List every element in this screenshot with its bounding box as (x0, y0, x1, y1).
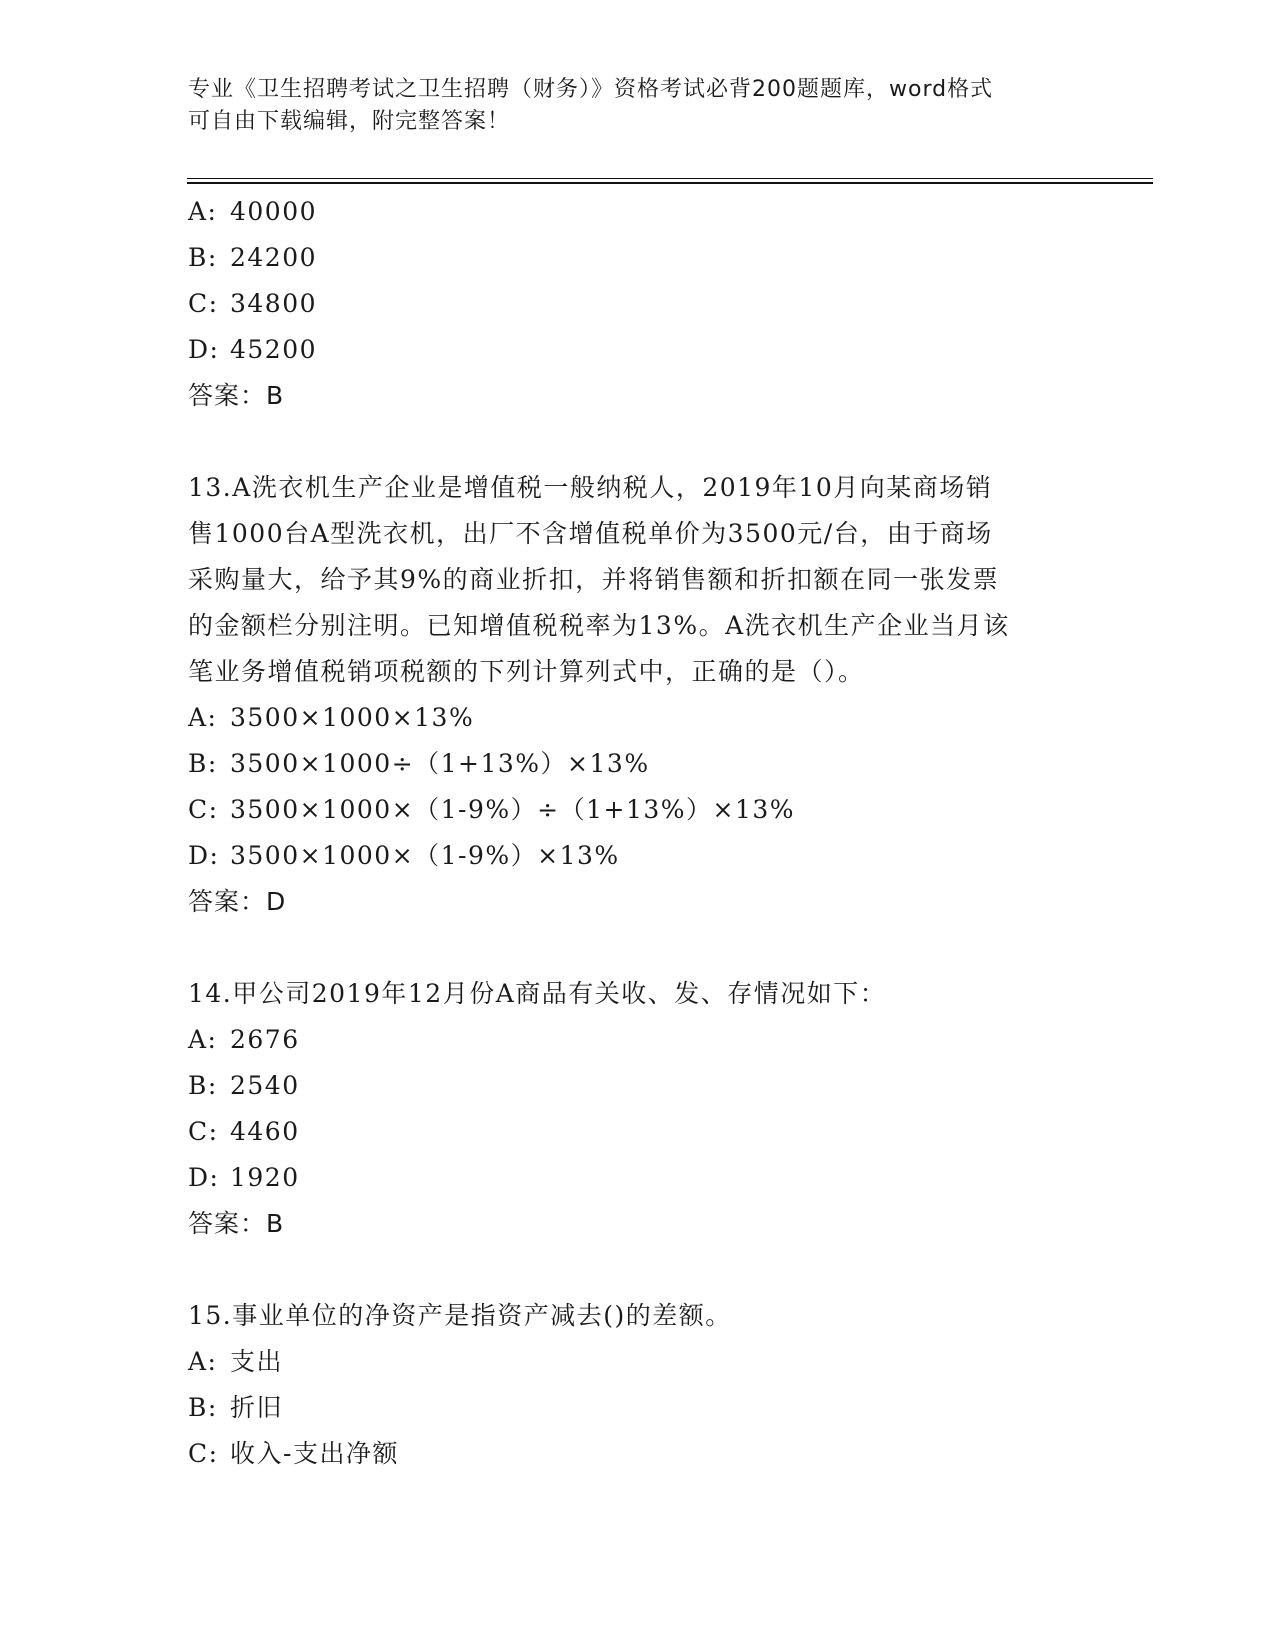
document-header (188, 74, 1068, 138)
option-d: D: 45200 (188, 335, 318, 364)
header-rule-thick (187, 182, 1153, 184)
question-14 (188, 971, 1088, 1247)
answer-line: 答案：B (188, 1209, 285, 1238)
header-line-2: 可自由下载编辑，附完整答案！ (188, 109, 511, 134)
option-b: B: 3500×1000÷（1+13%）×13% (188, 749, 650, 778)
option-a: A: 40000 (188, 197, 318, 226)
spacer (188, 1247, 1088, 1293)
option-c: C: 3500×1000×（1-9%）÷（1+13%）×13% (188, 795, 796, 824)
question-text-line: 的金额栏分别注明。已知增值税税率为13%。A洗衣机生产企业当月该 (188, 611, 1010, 640)
question-content (188, 189, 1088, 1477)
option-c: C: 4460 (188, 1117, 300, 1146)
spacer (188, 925, 1088, 971)
question-text-line: 15.事业单位的净资产是指资产减去()的差额。 (188, 1301, 732, 1330)
question-text-line: 笔业务增值税销项税额的下列计算列式中，正确的是（）。 (188, 657, 865, 686)
header-rule-thin (187, 178, 1153, 179)
question-text-line: 售1000台A型洗衣机，出厂不含增值税单价为3500元/台，由于商场 (188, 519, 993, 548)
option-a: A: 2676 (188, 1025, 300, 1054)
question-text-line: 14.甲公司2019年12月份A商品有关收、发、存情况如下： (188, 979, 887, 1008)
question-text-line: 13.A洗衣机生产企业是增值税一般纳税人，2019年10月向某商场销 (188, 473, 993, 502)
answer-line: 答案：B (188, 381, 285, 410)
option-b: B: 折旧 (188, 1393, 284, 1422)
answer-line: 答案：D (188, 887, 287, 916)
header-line-1: 专业《卫生招聘考试之卫生招聘（财务）》资格考试必背200题题库，word格式 (188, 77, 994, 102)
option-d: D: 1920 (188, 1163, 300, 1192)
option-c: C: 34800 (188, 289, 318, 318)
option-a: A: 支出 (188, 1347, 284, 1376)
question-text-line: 采购量大，给予其9%的商业折扣，并将销售额和折扣额在同一张发票 (188, 565, 1000, 594)
question-13 (188, 465, 1088, 925)
question-15 (188, 1293, 1088, 1477)
option-d: D: 3500×1000×（1-9%）×13% (188, 841, 620, 870)
question-prev (188, 189, 1088, 419)
option-c: C: 收入-支出净额 (188, 1439, 399, 1468)
option-b: B: 24200 (188, 243, 318, 272)
option-b: B: 2540 (188, 1071, 300, 1100)
option-a: A: 3500×1000×13% (188, 703, 475, 732)
spacer (188, 419, 1088, 465)
